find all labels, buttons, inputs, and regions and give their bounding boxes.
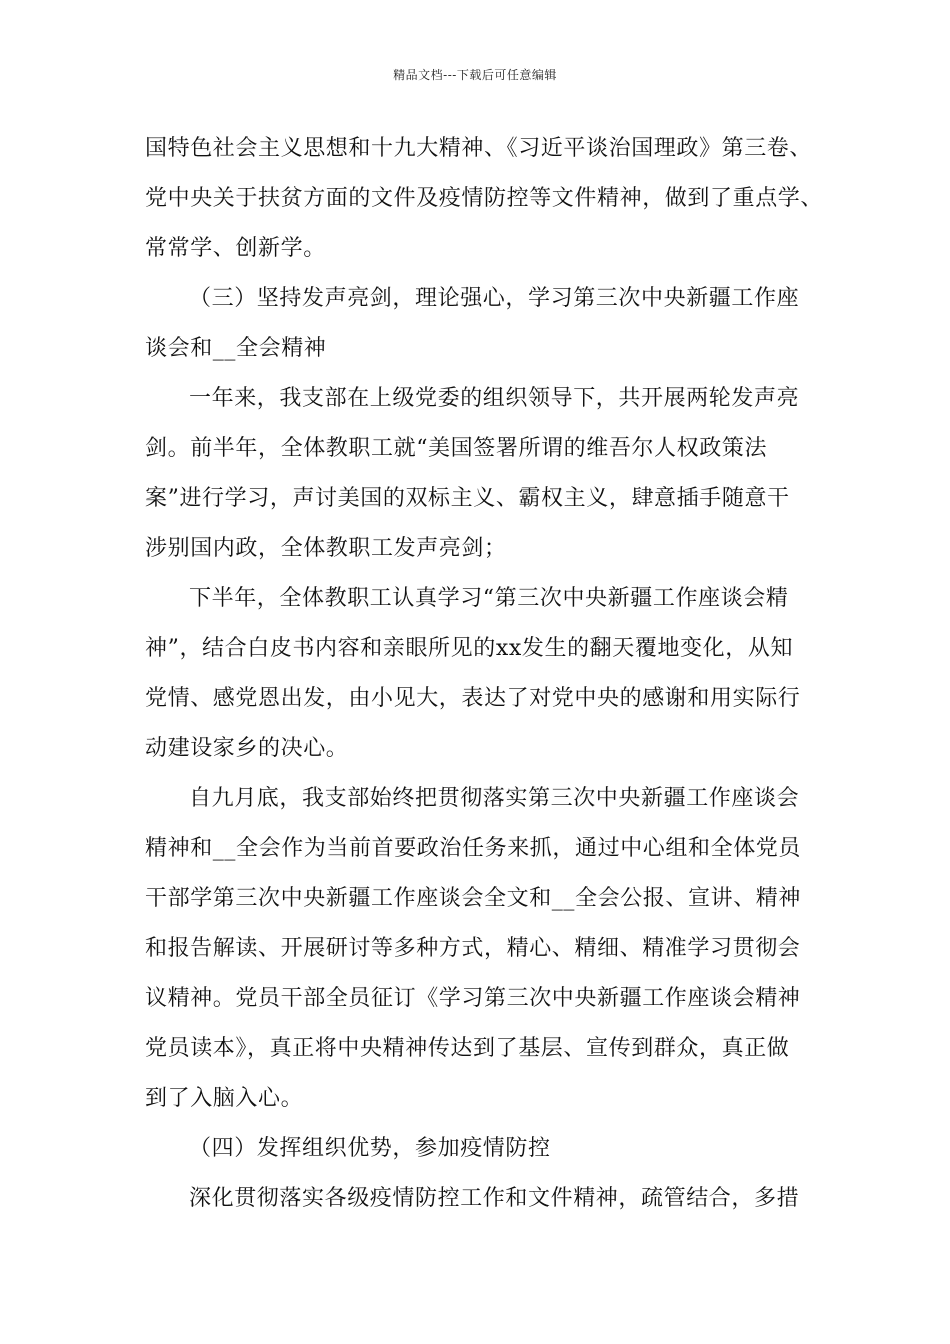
text-line: 一年来，我支部在上级党委的组织领导下，共开展两轮发声亮 [189, 386, 800, 411]
document-body [145, 124, 830, 1224]
text-line: 神”，结合白皮书内容和亲眼所见的xx发生的翻天覆地变化，从知 [145, 636, 794, 661]
text-line: 精神和__全会作为当前首要政治任务来抓，通过中心组和全体党员 [145, 836, 802, 861]
text-line: 涉别国内政，全体教职工发声亮剑； [145, 536, 507, 561]
text-line: 党员读本》，真正将中央精神传达到了基层、宣传到群众，真正做 [145, 1036, 790, 1061]
text-line: 常常学、创新学。 [145, 236, 326, 261]
text-line: 动建设家乡的决心。 [145, 736, 349, 761]
text-line: 党中央关于扶贫方面的文件及疫情防控等文件精神，做到了重点学、 [145, 186, 824, 211]
text-line: （三）坚持发声亮剑，理论强心，学习第三次中央新疆工作座 [189, 286, 800, 311]
text-line: 谈会和__全会精神 [145, 336, 327, 361]
text-line: 党情、感党恩出发，由小见大，表达了对党中央的感谢和用实际行 [145, 686, 801, 711]
text-line: 到了入脑入心。 [145, 1086, 304, 1111]
text-line: 议精神。党员干部全员征订《学习第三次中央新疆工作座谈会精神 [145, 986, 801, 1011]
text-line: （四）发挥组织优势，参加疫情防控 [189, 1136, 551, 1161]
page-header: 精品文档---下载后可任意编辑 [393, 68, 557, 82]
text-line: 下半年，全体教职工认真学习“第三次中央新疆工作座谈会精 [189, 586, 789, 611]
text-line: 剑。前半年，全体教职工就“美国签署所谓的维吾尔人权政策法 [145, 436, 768, 461]
text-line: 自九月底，我支部始终把贯彻落实第三次中央新疆工作座谈会 [189, 786, 800, 811]
text-line: 和报告解读、开展研讨等多种方式，精心、精细、精准学习贯彻会 [145, 936, 801, 961]
text-line: 深化贯彻落实各级疫情防控工作和文件精神，疏管结合，多措 [189, 1186, 800, 1211]
text-line: 案”进行学习，声讨美国的双标主义、霸权主义，肆意插手随意干 [145, 486, 790, 511]
text-line: 国特色社会主义思想和十九大精神、《习近平谈治国理政》第三卷、 [145, 136, 813, 161]
text-line: 干部学第三次中央新疆工作座谈会全文和__全会公报、宣讲、精神 [145, 886, 802, 911]
